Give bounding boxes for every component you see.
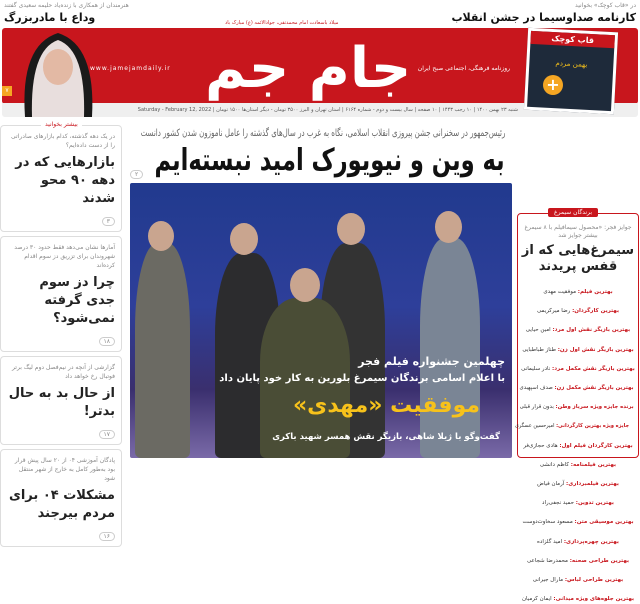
winner-name: محمدرضا شجاعی	[526, 557, 568, 564]
winner-row-wrap	[521, 528, 635, 547]
winners-tag: برندگان سیمرغ	[548, 208, 598, 217]
winner-name: امیرحسین عسگری	[514, 423, 555, 430]
winners-intro: جوایز فجر: «محصول سیمافیلم با ۸ سیمرغ بیشتر جوایز شد	[524, 224, 632, 239]
story-page: ۳	[102, 217, 115, 226]
portrait-image	[10, 25, 105, 117]
top-right-headline[interactable]: کارنامه صداوسیما در جشن انقلاب	[451, 11, 636, 24]
story-title[interactable]: چرا دز سوم جدی گرفته نمی‌شود؟	[39, 275, 115, 326]
winner-name: رضا میرکریمی	[536, 308, 571, 315]
website-url[interactable]: www.jamejamdaily.ir	[90, 65, 171, 72]
winner-row-wrap	[521, 489, 635, 508]
winner-name: طناز طباطبایی	[522, 346, 556, 353]
story-page: ۱۶	[99, 532, 115, 541]
winner-name: کاظم دانشی	[539, 461, 569, 468]
winner-row	[522, 595, 634, 604]
photo-teaser[interactable]: گفت‌وگو با ژیلا شاهی، بازیگر نقش همسر شهید باکری	[272, 432, 500, 442]
winner-row-wrap	[521, 278, 635, 297]
occasion-line: میلاد باسعادت امام محمدتقی، جوادالائمه (ع) مبارک باد	[225, 20, 339, 26]
winner-row	[537, 307, 619, 316]
winner-row	[537, 480, 619, 489]
award-name: بهترین بازیگر نقش مکمل زن:	[554, 385, 634, 392]
winners-list	[514, 278, 635, 604]
winner-row	[515, 422, 629, 431]
more-to-read	[0, 121, 122, 551]
award-name: بهترین بازیگر نقش اول زن:	[557, 346, 634, 353]
date-line: شنبه ۲۳ بهمن ۱۴۰۰ | ۱۰ رجب ۱۴۴۳ | ۱۰ صفحه | سال بیست و دوم - شماره ۶۱۶۴ | استان تهران و البرز ۳۵۰۰ تومان - دیگر استان‌ها ۱۵۰۰ تومان | Saturday - February 12, 2022	[137, 107, 518, 113]
winner-name: حمید نجفی‌راد	[542, 500, 575, 507]
winner-name: امین حیایی	[525, 327, 551, 334]
winner-row-wrap	[521, 451, 635, 470]
winner-row	[543, 288, 612, 297]
photo-title[interactable]: موفقیت «مهدی»	[292, 393, 480, 418]
winner-name: مسعود سخاوت‌دوست	[522, 519, 573, 526]
winner-name: امید گلزاده	[536, 538, 563, 545]
winner-name: مارال جیرانی	[532, 577, 564, 584]
winners-title[interactable]: سیمرغ‌هایی که از قفس پریدند	[521, 243, 635, 274]
winner-row-wrap	[521, 585, 635, 604]
winner-name: صدف اسپهبدی	[519, 385, 553, 392]
page-badge: ۷	[2, 86, 12, 96]
story-page: ۱۸	[99, 337, 115, 346]
winner-row	[521, 365, 635, 374]
award-name: بهترین طراحی لباس:	[564, 577, 624, 584]
left-story[interactable]	[0, 449, 122, 547]
winner-name: هادی حجازی‌فر	[523, 442, 558, 449]
award-name: بهترین چهره‌پردازی:	[563, 538, 619, 545]
lead-subhead: رئیس‌جمهور در سخنرانی جشن پیروزی انقلاب اسلامی، نگاه به غرب در سال‌های گذشته را عامل ناموزون شدن کشور دانست	[140, 128, 505, 139]
section-label: بیشتر بخوانید	[41, 121, 82, 128]
top-right-label: در «قاب کوچک» بخوانید	[575, 2, 636, 9]
winner-row	[537, 538, 619, 547]
winner-row-wrap	[521, 374, 635, 393]
story-page: ۱۷	[99, 430, 115, 439]
award-name: بهترین بازیگر نقش اول مرد:	[552, 327, 631, 334]
winner-row-wrap	[521, 547, 635, 566]
winner-row	[519, 403, 633, 412]
winner-row-wrap	[521, 336, 635, 355]
award-name: بهترین کارگردان فیلم اول:	[559, 442, 633, 449]
cover-title: قاب کوچک	[530, 31, 615, 48]
winner-row-wrap	[521, 470, 635, 489]
winner-row	[533, 576, 623, 585]
award-name: بهترین موسیقی متن:	[574, 519, 634, 526]
plus-icon[interactable]: +	[543, 75, 563, 95]
winner-row	[522, 346, 633, 355]
winner-row	[522, 518, 633, 527]
winner-row-wrap	[521, 316, 635, 335]
story-intro: پادگان آموزشی ۰۴ از ۲۰ سال پیش قرار بود به‌طور کامل به خارج از شهر منتقل شود	[14, 457, 115, 482]
winner-row	[523, 442, 632, 451]
logo: جام جم	[205, 36, 412, 101]
winner-row-wrap	[521, 508, 635, 527]
left-story[interactable]	[0, 356, 122, 445]
award-name: بهترین فیلمنامه:	[570, 461, 617, 468]
top-left-label: هنرمندان از همکاری با زنده‌یاد حلیمه سعیدی گفتند	[4, 2, 129, 9]
winner-row-wrap	[521, 432, 635, 451]
award-name: بهترین تدوین:	[575, 500, 614, 507]
award-name: جایزه ویژه بهترین کارگردانی:	[556, 423, 630, 430]
award-name: بهترین فیلم:	[577, 289, 613, 295]
left-story[interactable]	[0, 236, 122, 352]
winner-name: ایمان کرمیان	[521, 596, 552, 603]
award-name: برنده جایزه ویژه سرباز وطن:	[555, 404, 634, 411]
story-intro: در یک دهه گذشته، کدام بازارهای صادراتی را از دست داده‌ایم؟	[11, 133, 115, 149]
winner-name: نادر سلیمانی	[521, 365, 551, 372]
winner-row	[527, 557, 629, 566]
winner-row	[526, 326, 630, 335]
lead-headline[interactable]: به وین و نیویورک امید نبسته‌ایم	[154, 143, 505, 178]
award-name: بهترین کارگردان:	[572, 308, 620, 315]
winner-row	[519, 384, 633, 393]
winner-row	[540, 461, 616, 470]
story-title[interactable]: مشکلات ۰۴ برای مردم بیرجند	[8, 488, 115, 521]
photo-subtitle: با اعلام اسامی برندگان سیمرغ بلورین به کار خود پایان داد	[219, 373, 505, 384]
winner-row	[542, 499, 614, 508]
winner-row-wrap	[521, 393, 635, 412]
story-intro: آمارها نشان می‌دهد فقط حدود ۳۰ درصد شهروندان برای تزریق دز سوم اقدام کرده‌اند	[14, 244, 115, 269]
top-left-headline[interactable]: وداع با مادربزرگ	[4, 11, 96, 24]
winner-name: موفقیت مهدی	[543, 289, 577, 295]
cover-subtitle: بهمن مردم	[555, 59, 588, 69]
award-name: بهترین جلوه‌های ویژه میدانی:	[553, 596, 635, 603]
winner-row-wrap	[514, 412, 635, 431]
award-name: بهترین فیلمبرداری:	[566, 481, 619, 488]
tagline: روزنامه فرهنگی، اجتماعی صبح ایران	[417, 65, 510, 72]
winners-box	[514, 209, 639, 603]
supplement-cover[interactable]	[524, 28, 618, 115]
left-story[interactable]	[0, 121, 122, 232]
story-intro: گزارشی از آنچه در نیم‌فصل دوم لیگ برتر فوتبال رخ خواهد داد	[11, 364, 115, 380]
lead-page: ۲	[130, 170, 143, 179]
winner-row-wrap	[521, 566, 635, 585]
winner-name: بدون قرار قبلی	[519, 404, 554, 411]
story-title[interactable]: بازارهایی که در دهه ۹۰ محو شدند	[15, 155, 115, 206]
photo-kicker: چهلمین جشنواره فیلم فجر	[358, 355, 505, 368]
winner-row-wrap	[521, 297, 635, 316]
winner-name: آرمان فیاض	[537, 481, 565, 488]
winner-row-wrap	[521, 355, 635, 374]
story-title[interactable]: از حال بد به حال بدتر!	[8, 386, 115, 419]
award-name: بهترین طراحی صحنه:	[569, 557, 630, 564]
award-name: بهترین بازیگر نقش مکمل مرد:	[552, 365, 635, 372]
